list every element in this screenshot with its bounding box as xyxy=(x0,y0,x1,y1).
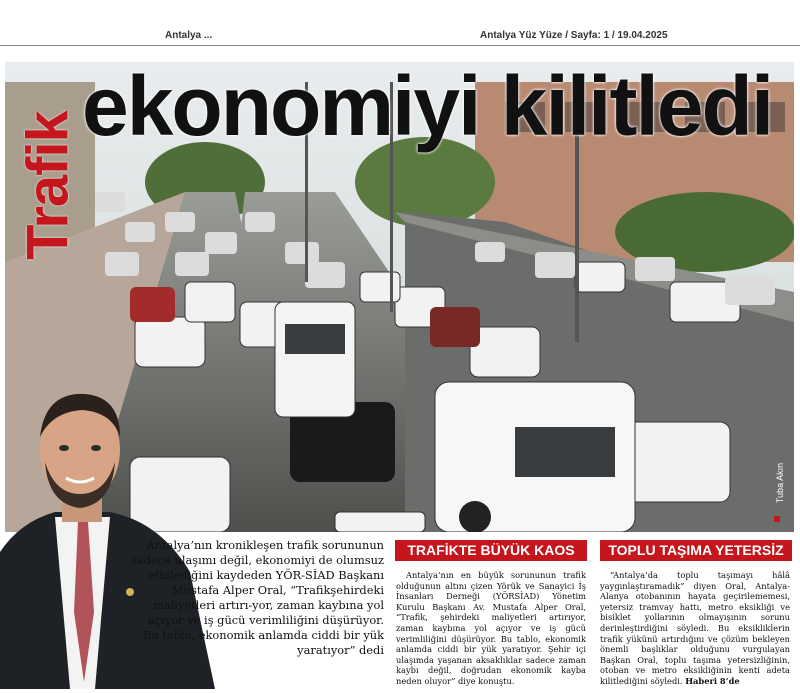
column2-text: “Antalya’da toplu taşımayı hâlâ yaygınlaştıramadık” diyen Oral, Antalya-Alanya otobanının hayata geçirilememesi, yetersiz tramvay hattı, metro eksikliği ve bisiklet yollarının olmayışının sorunu derinleştirdiğini söyledi. Bu eksikliklerin trafik yükünü artırdığını ve çözüm bekleyen önemli başlıklar olduğunu vurgulayan Başkan Oral, toplu taşıma yetersizliğinin, otoban ve metro eksikliğinin kenti adeta kilitlediğini söyledi. xyxy=(600,570,790,686)
kicker-text: Trafik xyxy=(15,111,81,260)
column1-text: Antalya’nın en büyük sorununun trafik olduğunun altını çizen Yörük ve Sanayici İş İnsanları Derneği (YÖRSİAD) Yönetim Kurulu Başkanı Av. Mustafa Alper Oral, “Trafik, şehirdeki maliyetleri artırıyor, zaman kaybına yol açıyor ve iş gücü verimliliğini düşürüyor. Bu tablo, ekonomik anlamda ciddi bir yük yaratıyor. Şehir içi ulaşımda yaşanan aksaklıklar sadece zaman kaybı değil, doğrudan ekonomik kayba neden oluyor” diye konuştu. xyxy=(396,570,586,686)
photo-credit-text: Tuba Akın xyxy=(775,462,785,504)
column1-title: TRAFİKTE BÜYÜK KAOS xyxy=(395,540,587,561)
column2-title: TOPLU TAŞIMA YETERSİZ xyxy=(600,540,792,561)
column1-body xyxy=(396,570,586,687)
lead-text: Antalya’nın kronikleşen trafik sorununun sadece ulaşımı değil, ekonomiyi de olumsuz etkilediğini kaydeden YÖR-SİAD Başkanı Mustafa Alper Oral, “Trafikşehirdeki maliyetleri artırı-yor, zaman kaybına yol açıyor ve iş gücü verimliliğini düşürüyor. Bu tablo, ekonomik anlamda ciddi bir yük yaratıyor” dedi xyxy=(131,538,384,657)
column2-body xyxy=(600,570,790,687)
page-header xyxy=(0,0,800,48)
lead-paragraph xyxy=(130,538,384,658)
continued-link[interactable]: Haberi 8’de xyxy=(685,675,740,686)
section-label: Antalya ... xyxy=(165,30,213,41)
header-divider xyxy=(0,45,800,46)
publication-info: Antalya Yüz Yüze / Sayfa: 1 / 19.04.2025 xyxy=(480,30,668,41)
photo-credit xyxy=(768,452,788,522)
headline-kicker xyxy=(4,88,84,278)
headline-main: ekonomiyi kilitledi xyxy=(82,59,773,153)
credit-marker xyxy=(774,516,780,522)
